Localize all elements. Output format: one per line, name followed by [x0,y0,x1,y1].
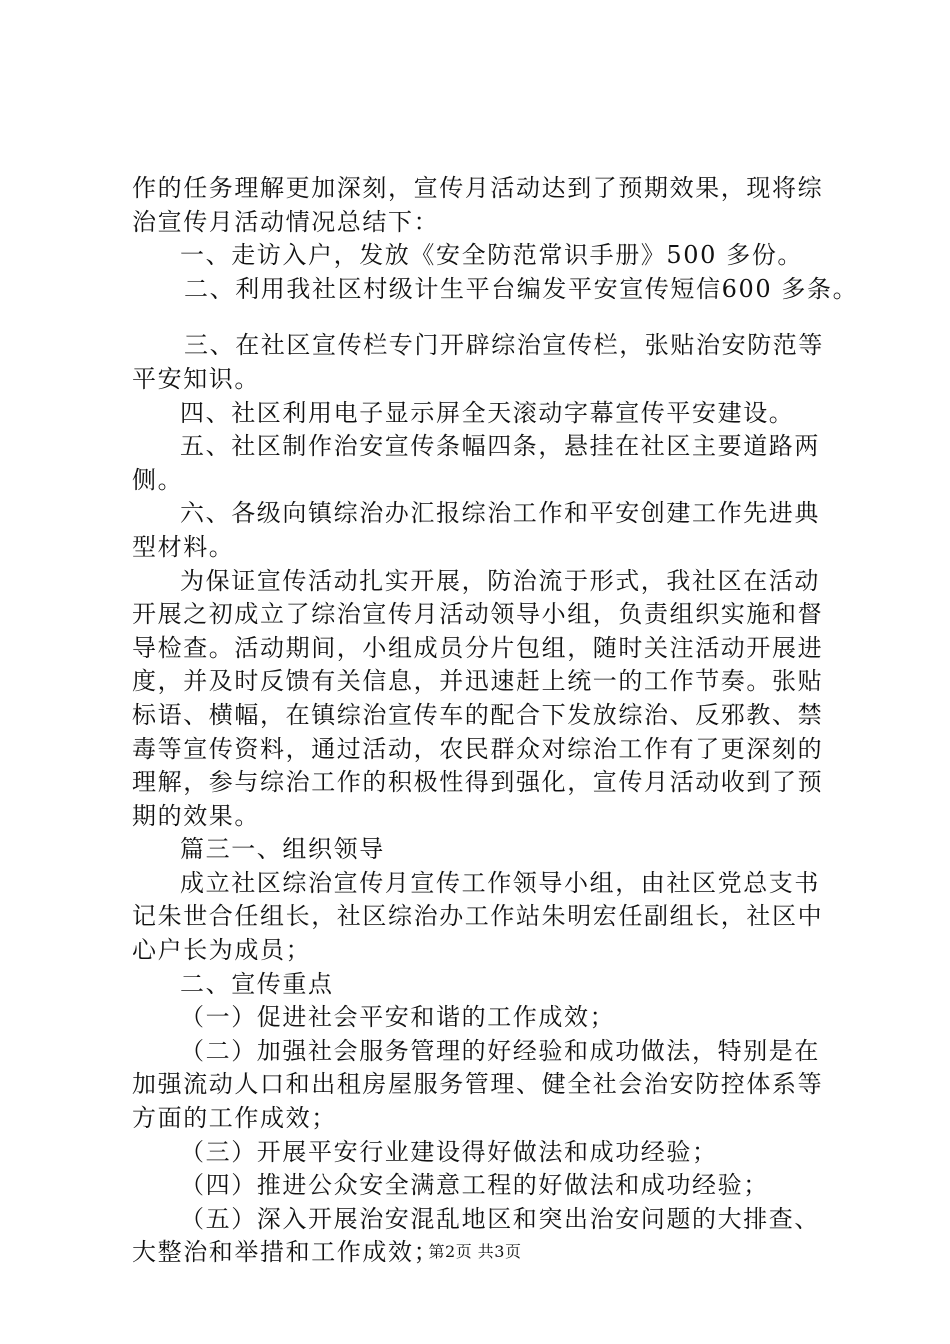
section-heading: 二、宣传重点 [180,969,334,998]
text-line: 五、社区制作治安宣传条幅四条，悬挂在社区主要道路两 [180,432,820,461]
text-line: 型材料。 [132,532,235,561]
text-line: （二）加强社会服务管理的好经验和成功做法，特别是在 [180,1036,820,1065]
text-line: 三、在社区宣传栏专门开辟综治宣传栏，张贴治安防范等 [184,331,824,360]
text-line: 方面的工作成效； [132,1104,337,1133]
text-line: 平安知识。 [132,364,260,393]
text-line: 开展之初成立了综治宣传月活动领导小组，负责组织实施和督 [132,600,824,629]
text-line: 四、社区利用电子显示屏全天滚动字幕宣传平安建设。 [180,398,795,427]
text-line: 为保证宣传活动扎实开展，防治流于形式，我社区在活动 [180,566,820,595]
text-line: 治宣传月活动情况总结下： [132,207,440,236]
text-line: 一、走访入户，发放《安全防范常识手册》500 多份。 [180,241,804,270]
text-line: （三）开展平安行业建设得好做法和成功经验； [180,1137,718,1166]
text-line: 心户长为成员； [132,936,312,965]
text-line: 六、各级向镇综治办汇报综治工作和平安创建工作先进典 [180,499,820,528]
text-line: （五）深入开展治安混乱地区和突出治安问题的大排查、 [180,1204,820,1233]
blank-gap [132,306,842,329]
text-line: （一）促进社会平安和谐的工作成效； [180,1003,616,1032]
text-line: 度，并及时反馈有关信息，并迅速赶上统一的工作节奏。张贴 [132,667,824,696]
page-footer: 第2页 共3页 [428,1242,522,1261]
text-line: 侧。 [132,465,184,494]
text-line: 记朱世合任组长，社区综治办工作站朱明宏任副组长，社区中 [132,902,824,931]
text-line: 标语、横幅，在镇综治宣传车的配合下发放综治、反邪教、禁 [132,700,824,729]
text-line: 导检查。活动期间，小组成员分片包组，随时关注活动开展进 [132,633,824,662]
text-line: 毒等宣传资料，通过活动，农民群众对综治工作有了更深刻的 [132,734,824,763]
section-heading: 篇三一、组织领导 [180,835,385,864]
text-line: 二、利用我社区村级计生平台编发平安宣传短信600 多条。 [184,274,859,303]
text-line: 作的任务理解更加深刻，宣传月活动达到了预期效果，现将综 [132,174,824,202]
text-line: （四）推进公众安全满意工程的好做法和成功经验； [180,1171,769,1200]
text-line: 加强流动人口和出租房屋服务管理、健全社会治安防控体系等 [132,1070,824,1099]
text-line: 大整治和举措和工作成效； [132,1238,440,1267]
text-line: 期的效果。 [132,801,260,830]
document-body [132,172,859,1270]
text-line: 理解，参与综治工作的积极性得到强化，宣传月活动收到了预 [132,768,824,797]
text-line: 成立社区综治宣传月宣传工作领导小组，由社区党总支书 [180,868,820,897]
